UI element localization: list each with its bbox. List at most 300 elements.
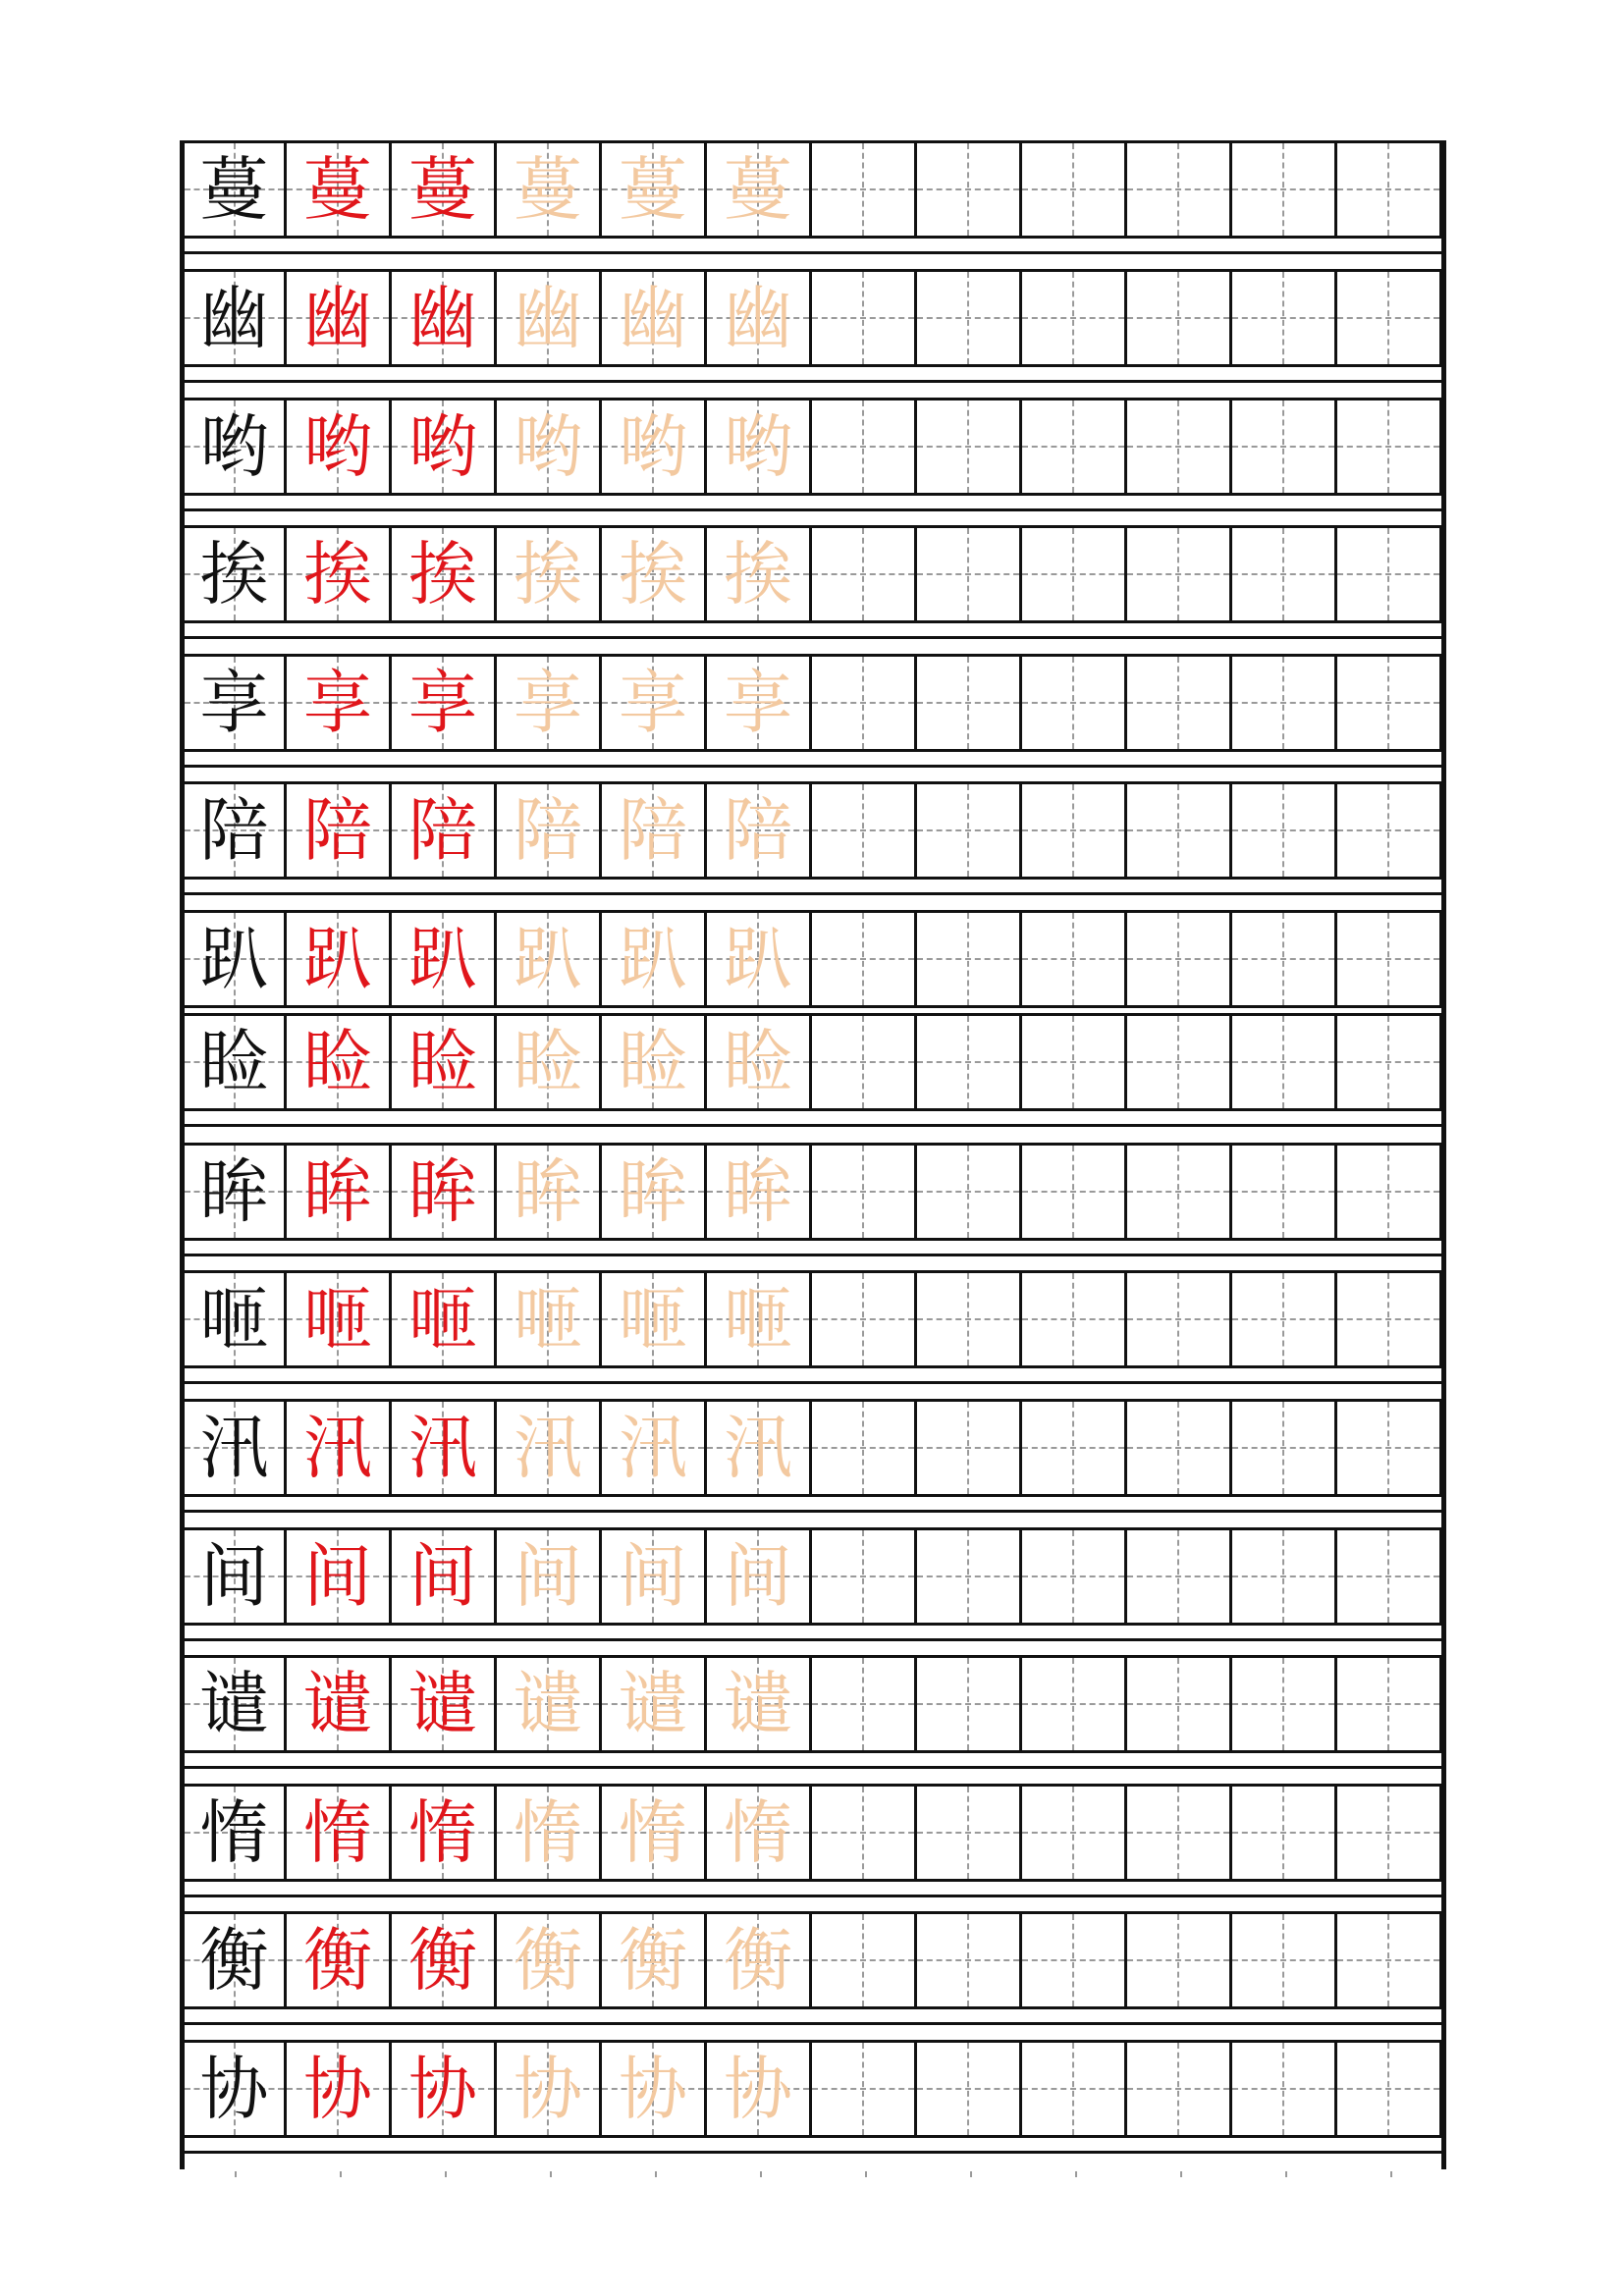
red-trace-cell xyxy=(392,910,497,1008)
blank-cell[interactable] xyxy=(1337,1270,1442,1368)
trace-character: 衡 xyxy=(408,1920,477,2001)
light-trace-cell[interactable] xyxy=(707,1784,812,1882)
blank-cell[interactable] xyxy=(1337,654,1442,752)
model-character-cell xyxy=(182,1655,287,1753)
red-trace-cell xyxy=(392,398,497,496)
trace-character: 幽 xyxy=(724,278,792,358)
blank-cell[interactable] xyxy=(1232,910,1337,1008)
trace-character: 谴 xyxy=(514,1664,582,1744)
light-trace-cell[interactable] xyxy=(497,1527,602,1626)
light-trace-cell[interactable] xyxy=(707,1270,812,1368)
blank-cell[interactable] xyxy=(812,1655,917,1753)
blank-cell[interactable] xyxy=(1337,910,1442,1008)
blank-cell[interactable] xyxy=(917,654,1022,752)
light-trace-cell[interactable] xyxy=(707,2040,812,2138)
blank-cell[interactable] xyxy=(1127,654,1232,752)
model-character-cell xyxy=(182,1399,287,1497)
trace-character: 幽 xyxy=(408,278,477,358)
model-character: 蔓 xyxy=(199,149,269,230)
blank-cell[interactable] xyxy=(917,1655,1022,1753)
trace-character: 趴 xyxy=(408,919,477,999)
blank-cell[interactable] xyxy=(1337,1399,1442,1497)
trace-character: 睑 xyxy=(724,1022,792,1102)
blank-cell[interactable] xyxy=(812,2040,917,2138)
guide-tick xyxy=(970,2171,972,2177)
model-character-cell xyxy=(182,1143,287,1241)
trace-character: 间 xyxy=(514,1536,582,1617)
blank-cell[interactable] xyxy=(1127,1527,1232,1626)
red-trace-cell xyxy=(287,140,392,239)
light-trace-cell[interactable] xyxy=(602,398,707,496)
red-trace-cell xyxy=(392,1013,497,1111)
blank-cell[interactable] xyxy=(1022,1784,1127,1882)
trace-character: 陪 xyxy=(514,790,582,871)
blank-cell[interactable] xyxy=(1232,2040,1337,2138)
blank-cell[interactable] xyxy=(1232,781,1337,880)
red-trace-cell xyxy=(287,1013,392,1111)
blank-cell[interactable] xyxy=(917,2040,1022,2138)
blank-cell[interactable] xyxy=(1022,140,1127,239)
practice-row xyxy=(182,1399,1446,1497)
blank-cell[interactable] xyxy=(1022,654,1127,752)
light-trace-cell[interactable] xyxy=(602,525,707,623)
trace-character: 协 xyxy=(514,2049,582,2129)
blank-cell[interactable] xyxy=(812,269,917,367)
practice-row xyxy=(182,269,1446,367)
model-character: 挨 xyxy=(199,534,269,614)
light-trace-cell[interactable] xyxy=(707,1527,812,1626)
trace-character: 间 xyxy=(619,1536,687,1617)
red-trace-cell xyxy=(287,654,392,752)
blank-cell[interactable] xyxy=(917,140,1022,239)
light-trace-cell[interactable] xyxy=(707,525,812,623)
trace-character: 协 xyxy=(724,2049,792,2129)
light-trace-cell[interactable] xyxy=(497,1399,602,1497)
trace-character: 谴 xyxy=(619,1664,687,1744)
trace-character: 协 xyxy=(303,2049,372,2129)
trace-character: 衡 xyxy=(303,1920,372,2001)
model-character-cell xyxy=(182,781,287,880)
model-character: 衡 xyxy=(199,1920,269,2001)
trace-character: 陪 xyxy=(619,790,687,871)
light-trace-cell[interactable] xyxy=(497,1143,602,1241)
blank-cell[interactable] xyxy=(812,910,917,1008)
model-character: 惰 xyxy=(199,1792,269,1873)
light-trace-cell[interactable] xyxy=(497,2040,602,2138)
trace-character: 幽 xyxy=(619,278,687,358)
light-trace-cell[interactable] xyxy=(497,140,602,239)
blank-cell[interactable] xyxy=(1232,1527,1337,1626)
model-character-cell xyxy=(182,525,287,623)
blank-cell[interactable] xyxy=(812,781,917,880)
light-trace-cell[interactable] xyxy=(497,910,602,1008)
blank-cell[interactable] xyxy=(1232,1143,1337,1241)
light-trace-cell[interactable] xyxy=(707,269,812,367)
practice-row xyxy=(182,398,1446,496)
row-spacer-line xyxy=(182,2022,1446,2025)
blank-cell[interactable] xyxy=(1232,1911,1337,2009)
model-character: 享 xyxy=(199,663,269,743)
blank-cell[interactable] xyxy=(812,1527,917,1626)
blank-cell[interactable] xyxy=(1337,525,1442,623)
light-trace-cell[interactable] xyxy=(602,1270,707,1368)
light-trace-cell[interactable] xyxy=(497,1013,602,1111)
model-character: 陪 xyxy=(199,790,269,871)
model-character: 协 xyxy=(199,2049,269,2129)
trace-character: 幽 xyxy=(514,278,582,358)
trace-character: 陪 xyxy=(408,790,477,871)
blank-cell[interactable] xyxy=(917,1784,1022,1882)
blank-cell[interactable] xyxy=(1022,1527,1127,1626)
blank-cell[interactable] xyxy=(1127,1911,1232,2009)
model-character-cell xyxy=(182,1784,287,1882)
row-spacer-line xyxy=(182,765,1446,768)
blank-cell[interactable] xyxy=(917,525,1022,623)
trace-character: 幽 xyxy=(303,278,372,358)
blank-cell[interactable] xyxy=(917,1399,1022,1497)
model-character-cell xyxy=(182,1527,287,1626)
blank-cell[interactable] xyxy=(812,398,917,496)
blank-cell[interactable] xyxy=(1022,398,1127,496)
blank-cell[interactable] xyxy=(1337,781,1442,880)
trace-character: 眸 xyxy=(724,1151,792,1232)
blank-cell[interactable] xyxy=(812,525,917,623)
blank-cell[interactable] xyxy=(917,1527,1022,1626)
trace-character: 睑 xyxy=(514,1022,582,1102)
row-spacer-line xyxy=(182,508,1446,511)
blank-cell[interactable] xyxy=(917,1911,1022,2009)
blank-cell[interactable] xyxy=(812,1399,917,1497)
guide-tick xyxy=(550,2171,552,2177)
trace-character: 谴 xyxy=(724,1664,792,1744)
blank-cell[interactable] xyxy=(1022,1655,1127,1753)
blank-cell[interactable] xyxy=(1337,398,1442,496)
blank-cell[interactable] xyxy=(1232,1270,1337,1368)
blank-cell[interactable] xyxy=(1337,2040,1442,2138)
blank-cell[interactable] xyxy=(1022,1013,1127,1111)
light-trace-cell[interactable] xyxy=(497,525,602,623)
trace-character: 哟 xyxy=(724,406,792,487)
row-spacer-line xyxy=(182,1638,1446,1641)
trace-character: 惰 xyxy=(724,1792,792,1873)
trace-character: 哟 xyxy=(619,406,687,487)
trace-character: 咂 xyxy=(514,1279,582,1360)
blank-cell[interactable] xyxy=(1127,1270,1232,1368)
blank-cell[interactable] xyxy=(1022,1911,1127,2009)
trace-character: 享 xyxy=(408,663,477,743)
blank-cell[interactable] xyxy=(1127,1655,1232,1753)
light-trace-cell[interactable] xyxy=(602,1911,707,2009)
red-trace-cell xyxy=(392,1270,497,1368)
red-trace-cell xyxy=(287,2040,392,2138)
red-trace-cell xyxy=(392,269,497,367)
light-trace-cell[interactable] xyxy=(497,1784,602,1882)
red-trace-cell xyxy=(392,1655,497,1753)
blank-cell[interactable] xyxy=(1337,1911,1442,2009)
practice-row xyxy=(182,140,1446,239)
row-spacer-line xyxy=(182,1895,1446,1897)
trace-character: 蔓 xyxy=(303,149,372,230)
light-trace-cell[interactable] xyxy=(602,1784,707,1882)
trace-character: 惰 xyxy=(408,1792,477,1873)
light-trace-cell[interactable] xyxy=(707,140,812,239)
blank-cell[interactable] xyxy=(1232,1399,1337,1497)
blank-cell[interactable] xyxy=(1337,1784,1442,1882)
blank-cell[interactable] xyxy=(1022,1143,1127,1241)
copybook-grid xyxy=(182,0,1446,2169)
trace-character: 惰 xyxy=(619,1792,687,1873)
row-spacer-line xyxy=(182,1124,1446,1127)
light-trace-cell[interactable] xyxy=(707,1655,812,1753)
guide-tick xyxy=(445,2171,447,2177)
light-trace-cell[interactable] xyxy=(602,140,707,239)
model-character-cell xyxy=(182,1270,287,1368)
row-spacer-line xyxy=(182,380,1446,383)
trace-character: 趴 xyxy=(724,919,792,999)
row-spacer-line xyxy=(182,1381,1446,1384)
red-trace-cell xyxy=(392,140,497,239)
blank-cell[interactable] xyxy=(1232,525,1337,623)
model-character: 间 xyxy=(199,1536,269,1617)
light-trace-cell[interactable] xyxy=(602,654,707,752)
guide-tick xyxy=(865,2171,867,2177)
trace-character: 挨 xyxy=(408,534,477,614)
practice-row xyxy=(182,1270,1446,1368)
red-trace-cell xyxy=(287,398,392,496)
trace-character: 哟 xyxy=(514,406,582,487)
guide-tick xyxy=(1180,2171,1182,2177)
light-trace-cell[interactable] xyxy=(707,1399,812,1497)
row-spacer-line xyxy=(182,1766,1446,1769)
model-character-cell xyxy=(182,1911,287,2009)
trace-character: 咂 xyxy=(724,1279,792,1360)
trace-character: 惰 xyxy=(514,1792,582,1873)
model-character: 哟 xyxy=(199,406,269,487)
light-trace-cell[interactable] xyxy=(707,781,812,880)
light-trace-cell[interactable] xyxy=(497,269,602,367)
blank-cell[interactable] xyxy=(1127,2040,1232,2138)
blank-cell[interactable] xyxy=(917,398,1022,496)
row-spacer-line xyxy=(182,251,1446,254)
trace-character: 蔓 xyxy=(514,149,582,230)
guide-tick xyxy=(1390,2171,1392,2177)
blank-cell[interactable] xyxy=(917,781,1022,880)
trace-character: 谴 xyxy=(303,1664,372,1744)
trace-character: 享 xyxy=(619,663,687,743)
blank-cell[interactable] xyxy=(917,1270,1022,1368)
practice-row xyxy=(182,781,1446,880)
light-trace-cell[interactable] xyxy=(707,654,812,752)
blank-cell[interactable] xyxy=(1127,910,1232,1008)
red-trace-cell xyxy=(392,654,497,752)
light-trace-cell[interactable] xyxy=(497,1655,602,1753)
trace-character: 享 xyxy=(303,663,372,743)
blank-cell[interactable] xyxy=(917,269,1022,367)
blank-cell[interactable] xyxy=(1127,1143,1232,1241)
blank-cell[interactable] xyxy=(1022,2040,1127,2138)
light-trace-cell[interactable] xyxy=(497,1270,602,1368)
light-trace-cell[interactable] xyxy=(707,398,812,496)
practice-row xyxy=(182,1784,1446,1882)
red-trace-cell xyxy=(287,1270,392,1368)
practice-row xyxy=(182,1013,1446,1111)
trace-character: 间 xyxy=(303,1536,372,1617)
model-character-cell xyxy=(182,398,287,496)
red-trace-cell xyxy=(392,1143,497,1241)
red-trace-cell xyxy=(287,525,392,623)
blank-cell[interactable] xyxy=(1232,269,1337,367)
blank-cell[interactable] xyxy=(1337,269,1442,367)
blank-cell[interactable] xyxy=(1022,1399,1127,1497)
blank-cell[interactable] xyxy=(1022,1270,1127,1368)
blank-cell[interactable] xyxy=(1127,525,1232,623)
light-trace-cell[interactable] xyxy=(497,398,602,496)
blank-cell[interactable] xyxy=(1127,1013,1232,1111)
light-trace-cell[interactable] xyxy=(602,1527,707,1626)
blank-cell[interactable] xyxy=(1232,654,1337,752)
practice-row xyxy=(182,1527,1446,1626)
blank-cell[interactable] xyxy=(1127,1784,1232,1882)
trace-character: 享 xyxy=(724,663,792,743)
model-character-cell xyxy=(182,654,287,752)
blank-cell[interactable] xyxy=(1232,1013,1337,1111)
light-trace-cell[interactable] xyxy=(707,1911,812,2009)
blank-cell[interactable] xyxy=(1127,398,1232,496)
trace-character: 哟 xyxy=(408,406,477,487)
trace-character: 衡 xyxy=(619,1920,687,2001)
blank-cell[interactable] xyxy=(1022,269,1127,367)
model-character: 幽 xyxy=(199,278,269,358)
trace-character: 睑 xyxy=(408,1022,477,1102)
blank-cell[interactable] xyxy=(1022,910,1127,1008)
blank-cell[interactable] xyxy=(812,140,917,239)
model-character: 趴 xyxy=(199,919,269,999)
model-character-cell xyxy=(182,1013,287,1111)
trace-character: 间 xyxy=(724,1536,792,1617)
blank-cell[interactable] xyxy=(812,1013,917,1111)
blank-cell[interactable] xyxy=(1127,1399,1232,1497)
red-trace-cell xyxy=(392,1911,497,2009)
practice-row xyxy=(182,525,1446,623)
trace-character: 享 xyxy=(514,663,582,743)
trace-character: 间 xyxy=(408,1536,477,1617)
light-trace-cell[interactable] xyxy=(602,1013,707,1111)
trace-character: 挨 xyxy=(514,534,582,614)
light-trace-cell[interactable] xyxy=(497,654,602,752)
trace-character: 陪 xyxy=(303,790,372,871)
red-trace-cell xyxy=(287,1399,392,1497)
blank-cell[interactable] xyxy=(1232,398,1337,496)
practice-row xyxy=(182,1911,1446,2009)
trace-character: 汛 xyxy=(303,1408,372,1488)
practice-row xyxy=(182,1143,1446,1241)
trace-character: 趴 xyxy=(619,919,687,999)
trace-character: 挨 xyxy=(619,534,687,614)
blank-cell[interactable] xyxy=(1337,1013,1442,1111)
guide-tick xyxy=(760,2171,762,2177)
blank-cell[interactable] xyxy=(917,910,1022,1008)
blank-cell[interactable] xyxy=(1337,1143,1442,1241)
light-trace-cell[interactable] xyxy=(602,269,707,367)
blank-cell[interactable] xyxy=(812,654,917,752)
light-trace-cell[interactable] xyxy=(497,781,602,880)
light-trace-cell[interactable] xyxy=(602,1655,707,1753)
trace-character: 汛 xyxy=(514,1408,582,1488)
light-trace-cell[interactable] xyxy=(497,1911,602,2009)
blank-cell[interactable] xyxy=(812,1270,917,1368)
guide-tick xyxy=(1285,2171,1287,2177)
practice-row xyxy=(182,910,1446,1008)
light-trace-cell[interactable] xyxy=(707,910,812,1008)
trace-character: 眸 xyxy=(514,1151,582,1232)
blank-cell[interactable] xyxy=(1337,1655,1442,1753)
blank-cell[interactable] xyxy=(1337,140,1442,239)
practice-row xyxy=(182,2040,1446,2138)
model-character: 汛 xyxy=(199,1408,269,1488)
blank-cell[interactable] xyxy=(1232,140,1337,239)
trace-character: 蔓 xyxy=(408,149,477,230)
blank-cell[interactable] xyxy=(812,1784,917,1882)
red-trace-cell xyxy=(392,1784,497,1882)
trace-character: 咂 xyxy=(408,1279,477,1360)
trace-character: 蔓 xyxy=(724,149,792,230)
light-trace-cell[interactable] xyxy=(602,781,707,880)
model-character-cell xyxy=(182,2040,287,2138)
trace-character: 睑 xyxy=(303,1022,372,1102)
red-trace-cell xyxy=(287,1655,392,1753)
blank-cell[interactable] xyxy=(917,1013,1022,1111)
practice-row xyxy=(182,654,1446,752)
trace-character: 睑 xyxy=(619,1022,687,1102)
model-character: 眸 xyxy=(199,1151,269,1232)
blank-cell[interactable] xyxy=(1022,525,1127,623)
light-trace-cell[interactable] xyxy=(707,1143,812,1241)
guide-tick xyxy=(1075,2171,1077,2177)
trace-character: 咂 xyxy=(619,1279,687,1360)
trace-character: 衡 xyxy=(514,1920,582,2001)
guide-tick xyxy=(340,2171,342,2177)
blank-cell[interactable] xyxy=(917,1143,1022,1241)
model-character: 谴 xyxy=(199,1664,269,1744)
light-trace-cell[interactable] xyxy=(602,910,707,1008)
trace-character: 协 xyxy=(408,2049,477,2129)
red-trace-cell xyxy=(287,1143,392,1241)
guide-tick xyxy=(655,2171,657,2177)
model-character-cell xyxy=(182,910,287,1008)
light-trace-cell[interactable] xyxy=(707,1013,812,1111)
blank-cell[interactable] xyxy=(1127,781,1232,880)
red-trace-cell xyxy=(392,525,497,623)
blank-cell[interactable] xyxy=(1337,1527,1442,1626)
trace-character: 汛 xyxy=(408,1408,477,1488)
blank-cell[interactable] xyxy=(812,1143,917,1241)
trace-character: 眸 xyxy=(619,1151,687,1232)
blank-cell[interactable] xyxy=(1232,1655,1337,1753)
light-trace-cell[interactable] xyxy=(602,1399,707,1497)
trace-character: 挨 xyxy=(724,534,792,614)
light-trace-cell[interactable] xyxy=(602,2040,707,2138)
blank-cell[interactable] xyxy=(1232,1784,1337,1882)
blank-cell[interactable] xyxy=(1127,140,1232,239)
trace-character: 蔓 xyxy=(619,149,687,230)
red-trace-cell xyxy=(392,781,497,880)
model-character-cell xyxy=(182,140,287,239)
blank-cell[interactable] xyxy=(812,1911,917,2009)
blank-cell[interactable] xyxy=(1022,781,1127,880)
blank-cell[interactable] xyxy=(1127,269,1232,367)
light-trace-cell[interactable] xyxy=(602,1143,707,1241)
trace-character: 哟 xyxy=(303,406,372,487)
